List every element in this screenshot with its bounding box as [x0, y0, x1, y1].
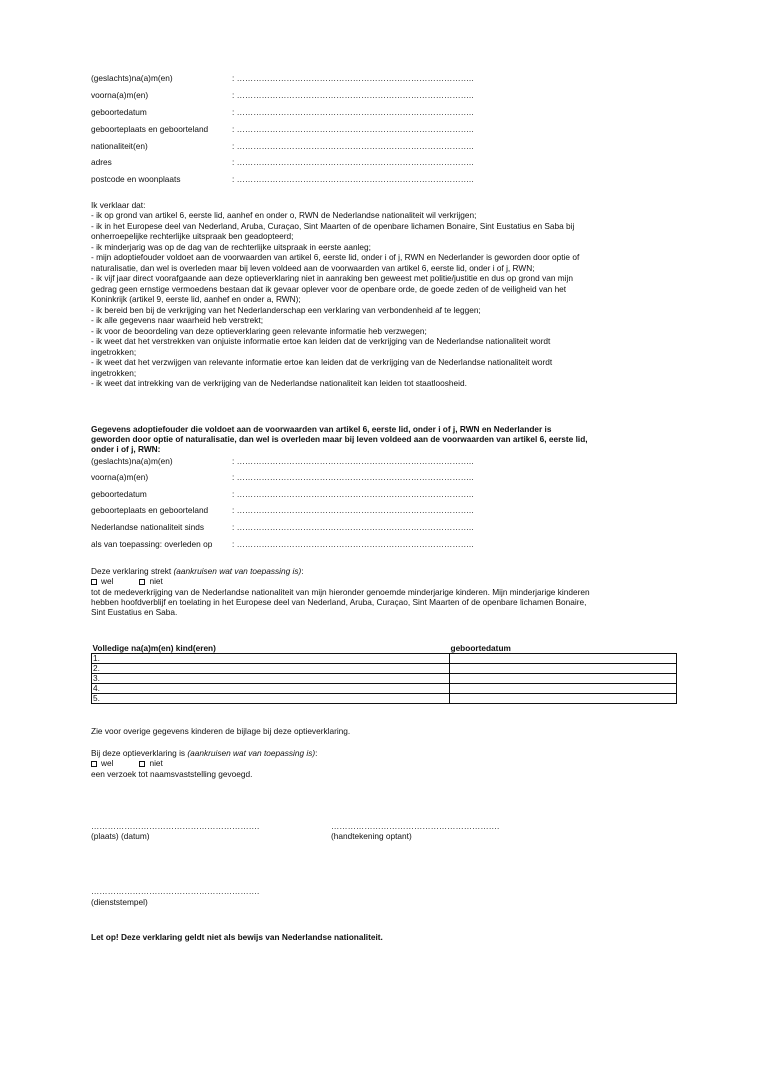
checkbox-label: wel	[101, 758, 114, 768]
checkbox-niet[interactable]	[139, 758, 162, 768]
declaration-line: - ik alle gegevens naar waarheid heb verstrekt;	[91, 315, 264, 325]
field-row	[91, 174, 677, 185]
declaration-line: gedrag geen ernstige vermoedens bestaan dat ik gevaar oplever voor de openbare orde, de goede zeden of de veiligheid van het	[91, 284, 567, 294]
table-row	[92, 664, 677, 674]
extension-line: tot de medeverkrijging van de Nederlandse nationaliteit van mijn hieronder genoemde minderjarige kinderen. Mijn minderjarige kinderen	[91, 587, 590, 597]
checkbox-icon	[91, 761, 97, 767]
children-table	[91, 643, 677, 704]
field-row	[91, 505, 677, 516]
declaration-line: - mijn adoptiefouder voldoet aan de voorwaarden van artikel 6, eerste lid, onder i of j, RWN en Nederlander is geworden door optie of	[91, 252, 580, 262]
field-row	[91, 472, 677, 483]
checkbox-label: niet	[149, 576, 163, 586]
field-input-dots[interactable]: : …………………………………………………………………………..	[232, 124, 474, 134]
signature-label: (handtekening optant)	[331, 831, 412, 841]
field-row	[91, 489, 677, 500]
extension-intro	[91, 566, 677, 576]
cell-name[interactable]: 1.	[92, 654, 450, 664]
field-label: geboorteplaats en geboorteland	[91, 505, 209, 515]
field-label: geboorteplaats en geboorteland	[91, 124, 209, 134]
declaration-line: - ik vijf jaar direct voorafgaande aan deze optieverklaring niet in aanraking ben geweest met politie/justitie en dus op grond van mijn	[91, 273, 573, 283]
field-row	[91, 73, 677, 84]
extension-suffix: :	[301, 566, 304, 576]
field-row	[91, 522, 677, 533]
table-row	[92, 674, 677, 684]
field-row	[91, 124, 677, 135]
place-date-dots[interactable]: …………………………………………………….	[91, 821, 260, 831]
field-input-dots[interactable]: : …………………………………………………………………………..	[232, 522, 474, 532]
cell-name[interactable]: 5.	[92, 694, 450, 704]
extension-line: hebben hoofdverblijf en toelating in het Europese deel van Nederland, Aruba, Curaçao, Sint Maarten of de openbare lichamen Bonaire,	[91, 597, 587, 607]
checkbox-label: wel	[101, 576, 114, 586]
declaration-intro: Ik verklaar dat:	[91, 200, 146, 210]
field-label: postcode en woonplaats	[91, 174, 181, 184]
field-input-dots[interactable]: : …………………………………………………………………………..	[232, 456, 474, 466]
field-row	[91, 90, 677, 101]
field-row	[91, 456, 677, 467]
cell-dob[interactable]	[450, 664, 677, 674]
field-row	[91, 141, 677, 152]
checkbox-niet[interactable]	[139, 576, 162, 586]
declaration-line: - ik weet dat intrekking van de verkrijging van de Nederlandse nationaliteit kan leiden tot staatloosheid.	[91, 378, 467, 388]
table-row	[92, 654, 677, 664]
field-label: nationaliteit(en)	[91, 141, 148, 151]
field-input-dots[interactable]: : …………………………………………………………………………..	[232, 141, 474, 151]
field-label: voorna(a)m(en)	[91, 472, 149, 482]
checkbox-icon	[139, 579, 145, 585]
extension-line: Sint Eustatius en Saba.	[91, 607, 178, 617]
name-request-instruction: (aankruisen wat van toepassing is)	[187, 748, 316, 758]
field-input-dots[interactable]: : …………………………………………………………………………..	[232, 73, 474, 83]
table-row	[92, 684, 677, 694]
stamp-dots[interactable]: …………………………………………………….	[91, 886, 260, 896]
field-row	[91, 157, 677, 168]
name-request-options	[91, 758, 677, 768]
declaration-line: - ik weet dat het verstrekken van onjuiste informatie ertoe kan leiden dat de verkrijging van de Nederlandse nationaliteit wordt	[91, 336, 551, 346]
cell-dob[interactable]	[450, 654, 677, 664]
field-input-dots[interactable]: : …………………………………………………………………………..	[232, 489, 474, 499]
declaration-line: ingetrokken;	[91, 347, 137, 357]
declaration-line: - ik op grond van artikel 6, eerste lid, aanhef en onder o, RWN de Nederlandse nationaliteit wil verkrijgen;	[91, 210, 477, 220]
checkbox-wel[interactable]	[91, 758, 113, 768]
field-label: adres	[91, 157, 112, 167]
field-label: als van toepassing: overleden op	[91, 539, 213, 549]
table-row	[92, 694, 677, 704]
name-request-line: een verzoek tot naamsvaststelling gevoegd.	[91, 769, 253, 779]
field-input-dots[interactable]: : …………………………………………………………………………..	[232, 472, 474, 482]
checkbox-icon	[91, 579, 97, 585]
cell-name[interactable]: 2.	[92, 664, 450, 674]
field-row	[91, 539, 677, 550]
checkbox-wel[interactable]	[91, 576, 113, 586]
table-header-row	[92, 643, 677, 654]
section-heading: geworden door optie of naturalisatie, dan wel is overleden maar bij leven voldeed aan de voorwaarden van artikel 6, eerste lid,	[91, 434, 588, 444]
field-input-dots[interactable]: : …………………………………………………………………………..	[232, 174, 474, 184]
signature-dots[interactable]: …………………………………………………….	[331, 821, 500, 831]
declaration-line: Koninkrijk (artikel 9, eerste lid, aanhef en onder a, RWN);	[91, 294, 301, 304]
cell-dob[interactable]	[450, 674, 677, 684]
declaration-line: onherroepelijke rechterlijke uitspraak ben geadopteerd;	[91, 231, 294, 241]
field-label: geboortedatum	[91, 489, 147, 499]
extension-options	[91, 576, 677, 586]
field-label: Nederlandse nationaliteit sinds	[91, 522, 205, 532]
field-input-dots[interactable]: : …………………………………………………………………………..	[232, 107, 474, 117]
stamp-label: (dienststempel)	[91, 897, 148, 907]
field-input-dots[interactable]: : …………………………………………………………………………..	[232, 539, 474, 549]
field-label: (geslachts)na(a)m(en)	[91, 456, 173, 466]
declaration-line: - ik minderjarig was op de dag van de rechterlijke uitspraak in eerste aanleg;	[91, 242, 371, 252]
field-label: geboortedatum	[91, 107, 147, 117]
declaration-line: - ik weet dat het verzwijgen van relevante informatie ertoe kan leiden dat de verkrijging van de Nederlandse nationaliteit wordt	[91, 357, 553, 367]
extension-instruction: (aankruisen wat van toepassing is)	[173, 566, 302, 576]
checkbox-label: niet	[149, 758, 163, 768]
cell-dob[interactable]	[450, 694, 677, 704]
cell-dob[interactable]	[450, 684, 677, 694]
declaration-line: - ik in het Europese deel van Nederland, Aruba, Curaçao, Sint Maarten of de openbare lichamen Bonaire, Sint Eustatius en Saba bij	[91, 221, 575, 231]
warning-note: Let op! Deze verklaring geldt niet als bewijs van Nederlandse nationaliteit.	[91, 932, 383, 942]
section-heading: onder i of j, RWN:	[91, 444, 161, 454]
declaration-line: ingetrokken;	[91, 368, 137, 378]
declaration-line: - ik bereid ben bij de verkrijging van het Nederlanderschap een verklaring van verbondenheid af te leggen;	[91, 305, 481, 315]
place-date-label: (plaats) (datum)	[91, 831, 150, 841]
field-label: (geslachts)na(a)m(en)	[91, 73, 173, 83]
declaration-line: naturalisatie, dan wel is overleden maar bij leven voldeed aan de voorwaarden van artikel 6, eerste lid, onder i of j, RWN;	[91, 263, 535, 273]
field-label: voorna(a)m(en)	[91, 90, 149, 100]
field-input-dots[interactable]: : …………………………………………………………………………..	[232, 90, 474, 100]
appendix-note: Zie voor overige gegevens kinderen de bijlage bij deze optieverklaring.	[91, 726, 351, 736]
col-header-name: Volledige na(a)m(en) kind(eren)	[92, 643, 216, 653]
field-input-dots[interactable]: : …………………………………………………………………………..	[232, 157, 474, 167]
col-header-dob: geboortedatum	[450, 643, 511, 653]
checkbox-icon	[139, 761, 145, 767]
name-request-prefix: Bij deze optieverklaring is	[91, 748, 188, 758]
name-request-suffix: :	[315, 748, 318, 758]
cell-name[interactable]: 4.	[92, 684, 450, 694]
field-row	[91, 107, 677, 118]
declaration-line: - ik voor de beoordeling van deze optieverklaring geen relevante informatie heb verzwegen;	[91, 326, 427, 336]
extension-prefix: Deze verklaring strekt	[91, 566, 174, 576]
cell-name[interactable]: 3.	[92, 674, 450, 684]
section-heading: Gegevens adoptiefouder die voldoet aan de voorwaarden van artikel 6, eerste lid, onder i of j, RWN en Nederlander is	[91, 424, 552, 434]
field-input-dots[interactable]: : …………………………………………………………………………..	[232, 505, 474, 515]
name-request-intro	[91, 748, 677, 758]
